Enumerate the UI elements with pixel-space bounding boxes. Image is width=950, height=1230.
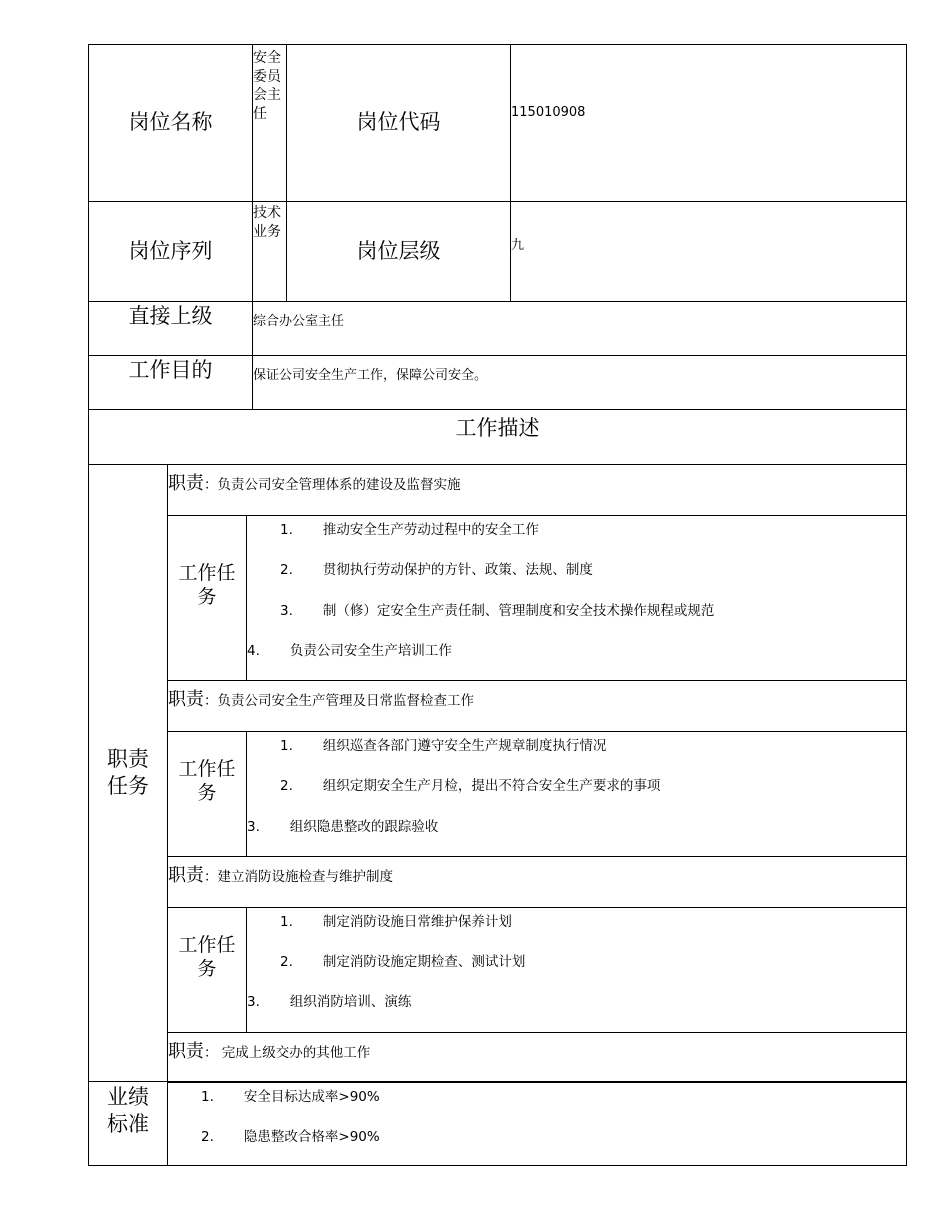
performance-item-2 <box>201 1125 380 1145</box>
task-num: 2. <box>280 562 293 578</box>
duty-2-task-label-text: 工作任务 <box>178 758 236 804</box>
item-num: 2. <box>201 1129 214 1145</box>
duty-4-prefix: 职责 <box>168 1041 204 1062</box>
duty-3-text: ：建立消防设施检查与维护制度 <box>204 869 393 885</box>
superior-value <box>252 301 907 356</box>
task-text: 负责公司安全生产培训工作 <box>289 643 452 659</box>
item-text: 隐患整改合格率>90% <box>243 1129 380 1145</box>
duty-1-prefix: 职责 <box>168 473 204 494</box>
duty-4-text: ： 完成上级交办的其他工作 <box>204 1045 371 1061</box>
item-text: 安全目标达成率>90% <box>243 1089 380 1105</box>
duty-1-task-4 <box>247 639 452 659</box>
post-code-value <box>510 44 907 202</box>
duty-2-task-2 <box>280 774 660 794</box>
duty-4-row <box>167 1032 907 1083</box>
post-seq-label: 岗位序列 <box>88 201 253 302</box>
duty-1-tasks <box>246 515 907 681</box>
superior-label <box>88 301 253 356</box>
task-text: 组织消防培训、演练 <box>289 994 412 1010</box>
job-description-form <box>88 44 907 1166</box>
task-num: 3. <box>247 819 260 835</box>
duty-2-tasks <box>246 731 907 857</box>
task-text: 推动安全生产劳动过程中的安全工作 <box>322 522 539 538</box>
task-num: 2. <box>280 954 293 970</box>
task-text: 制（修）定安全生产责任制、管理制度和安全技术操作规程或规范 <box>322 603 715 619</box>
section-title: 工作描述 <box>455 416 540 440</box>
task-text: 组织巡查各部门遵守安全生产规章制度执行情况 <box>322 738 607 754</box>
duty-3-task-label-text: 工作任务 <box>178 934 236 980</box>
task-num: 1. <box>280 914 293 930</box>
task-num: 1. <box>280 738 293 754</box>
duty-1-task-3 <box>280 599 714 619</box>
duty-2-title <box>168 685 474 711</box>
post-name-value: 安全委员会主任 <box>252 44 287 202</box>
duty-3-task-3 <box>247 990 411 1010</box>
purpose-text: 保证公司安全生产工作，保障公司安全。 <box>253 368 488 383</box>
performance-label-text: 业绩标准 <box>107 1085 149 1137</box>
duties-label <box>88 464 168 1082</box>
duty-3-task-2 <box>280 950 525 970</box>
task-text: 贯彻执行劳动保护的方针、政策、法规、制度 <box>322 562 593 578</box>
duty-1-task-label-text: 工作任务 <box>178 562 236 608</box>
duty-1-task-2 <box>280 558 593 578</box>
task-num: 1. <box>280 522 293 538</box>
performance-items <box>167 1081 907 1166</box>
post-code-label: 岗位代码 <box>286 44 511 202</box>
task-text: 组织定期安全生产月检，提出不符合安全生产要求的事项 <box>322 778 661 794</box>
post-seq-value: 技术业务 <box>252 201 287 302</box>
duty-3-task-1 <box>280 910 512 930</box>
duty-1-text: ：负责公司安全管理体系的建设及监督实施 <box>204 477 461 493</box>
duty-3-title <box>168 861 393 887</box>
superior-text: 综合办公室主任 <box>253 314 345 329</box>
section-title-row <box>88 409 907 465</box>
task-text: 制定消防设施定期检查、测试计划 <box>322 954 526 970</box>
duty-1-title <box>168 469 461 495</box>
duty-3-task-label <box>167 907 247 1033</box>
superior-label-text: 直接上级 <box>128 304 213 328</box>
duty-2-task-label <box>167 731 247 857</box>
item-num: 1. <box>201 1089 214 1105</box>
purpose-value <box>252 355 907 410</box>
task-num: 4. <box>247 643 260 659</box>
task-num: 3. <box>247 994 260 1010</box>
post-level-text: 九 <box>511 238 525 253</box>
post-name-label: 岗位名称 <box>88 44 253 202</box>
duties-label-text: 职责任务 <box>107 746 149 798</box>
purpose-label-text: 工作目的 <box>128 358 213 382</box>
duty-2-row <box>167 680 907 732</box>
duty-3-tasks <box>246 907 907 1033</box>
duty-1-task-label <box>167 515 247 681</box>
task-text: 制定消防设施日常维护保养计划 <box>322 914 512 930</box>
duty-2-task-1 <box>280 734 606 754</box>
task-num: 3. <box>280 603 293 619</box>
post-level-value <box>510 201 907 302</box>
duty-3-row <box>167 856 907 908</box>
duty-2-prefix: 职责 <box>168 689 204 710</box>
duty-1-task-1 <box>280 518 539 538</box>
duty-2-text: ：负责公司安全生产管理及日常监督检查工作 <box>204 693 474 709</box>
performance-label <box>88 1081 168 1166</box>
duty-4-title <box>168 1037 370 1063</box>
task-text: 组织隐患整改的跟踪验收 <box>289 819 439 835</box>
duty-3-prefix: 职责 <box>168 865 204 886</box>
performance-item-1 <box>201 1085 380 1105</box>
post-level-label: 岗位层级 <box>286 201 511 302</box>
duty-1-row <box>167 464 907 516</box>
duty-2-task-3 <box>247 815 438 835</box>
task-num: 2. <box>280 778 293 794</box>
post-code-text: 115010908 <box>511 105 586 120</box>
purpose-label <box>88 355 253 410</box>
